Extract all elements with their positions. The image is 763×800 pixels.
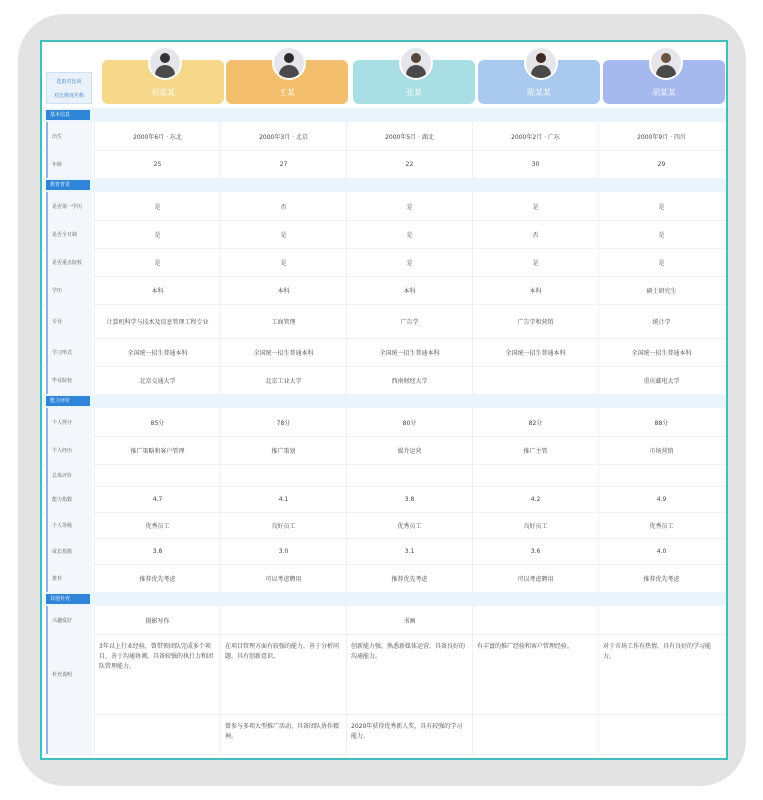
- table-cell: 85分: [94, 408, 220, 436]
- table-cell: 3.8: [94, 538, 220, 564]
- table-cell: 广告学和营销: [472, 304, 598, 338]
- table-cell: 是: [472, 192, 598, 220]
- table-cell: 25: [94, 150, 220, 178]
- table-cell: 可以考虑聘用: [220, 564, 346, 592]
- avatar: [649, 46, 683, 80]
- table-cell: 在项目管理方面有较强的能力，善于分析问题，具有创新意识。: [220, 634, 346, 714]
- row-label: 是否第一学历: [46, 192, 92, 220]
- row-label: 是否重点院校: [46, 248, 92, 276]
- candidate-card[interactable]: [102, 60, 224, 104]
- table-row: [42, 436, 728, 465]
- table-cell: [94, 714, 220, 754]
- row-label: 推荐: [46, 564, 92, 592]
- table-cell: 媒介运营: [346, 436, 472, 464]
- table-cell: [472, 606, 598, 634]
- table-cell: 推荐优先考虑: [94, 564, 220, 592]
- row-label: 兴趣爱好: [46, 606, 92, 634]
- candidate-name: 刘某某: [151, 88, 175, 97]
- table-cell: 3.6: [472, 538, 598, 564]
- row-label: 学历: [46, 276, 92, 304]
- table-cell: 书画: [346, 606, 472, 634]
- candidate-name: 王某: [279, 88, 295, 97]
- table-cell: 是: [220, 248, 346, 276]
- row-label: 毕业院校: [46, 366, 92, 394]
- table-row: [42, 464, 728, 487]
- table-cell: 全国统一招生普通本科: [346, 338, 472, 366]
- table-cell: 推广策划: [220, 436, 346, 464]
- table-cell: 3年以上行业经验，曾带领团队完成多个项目，善于沟通协调，具备较强的执行力和团队管理能力。: [94, 634, 220, 714]
- avatar: [524, 46, 558, 80]
- table-cell: 3.1: [346, 538, 472, 564]
- row-label: 年龄: [46, 150, 92, 178]
- table-cell: 本科: [94, 276, 220, 304]
- table-row: [42, 512, 728, 539]
- table-row: [42, 220, 728, 249]
- row-label: 个人等级: [46, 512, 92, 538]
- candidate-card[interactable]: [478, 60, 600, 104]
- table-row: [42, 122, 728, 151]
- table-cell: 22: [346, 150, 472, 178]
- table-cell: 是: [472, 248, 598, 276]
- table-cell: [472, 714, 598, 754]
- table-cell: 有丰富的推广经验和客户管理经验。: [472, 634, 598, 714]
- avatar: [272, 46, 306, 80]
- table-cell: 是: [346, 220, 472, 248]
- table-cell: [472, 464, 598, 486]
- table-cell: [598, 606, 724, 634]
- corner-label: [46, 72, 92, 104]
- table-cell: 创新能力强，熟悉新媒体运营，具备良好的沟通能力。: [346, 634, 472, 714]
- row-label: 是否全日制: [46, 220, 92, 248]
- table-cell: 是: [598, 248, 724, 276]
- row-label: 总体评价: [46, 464, 92, 486]
- table-cell: 工商管理: [220, 304, 346, 338]
- section-toggle[interactable]: 其他补充: [46, 594, 90, 604]
- table-row: [42, 304, 728, 339]
- table-cell: 摄影写作: [94, 606, 220, 634]
- row-label: 补充说明: [46, 634, 92, 714]
- table-cell: 27: [220, 150, 346, 178]
- row-label: 个人得分: [46, 408, 92, 436]
- section-toggle[interactable]: 基本信息: [46, 110, 90, 120]
- table-cell: 88分: [598, 408, 724, 436]
- table-cell: 29: [598, 150, 724, 178]
- table-cell: 是: [94, 248, 220, 276]
- row-label: [46, 714, 92, 754]
- row-label: 专业: [46, 304, 92, 338]
- table-cell: 可以考虑聘用: [472, 564, 598, 592]
- comparison-screen: [40, 40, 728, 760]
- table-row: [42, 408, 728, 437]
- table-cell: 广告学: [346, 304, 472, 338]
- table-cell: 推广主管: [472, 436, 598, 464]
- row-label: 学习形式: [46, 338, 92, 366]
- table-cell: 是: [598, 220, 724, 248]
- table-row: [42, 192, 728, 221]
- table-cell: 是: [598, 192, 724, 220]
- section-toggle[interactable]: 教育背景: [46, 180, 90, 190]
- table-cell: 北京交通大学: [94, 366, 220, 394]
- candidate-name: 张某: [406, 88, 422, 97]
- table-row: [42, 606, 728, 635]
- table-cell: [598, 714, 724, 754]
- table-cell: 重庆邮电大学: [598, 366, 724, 394]
- table-cell: [598, 464, 724, 486]
- candidate-card[interactable]: [226, 60, 348, 104]
- candidate-card[interactable]: [603, 60, 725, 104]
- table-row: [42, 634, 728, 715]
- corner-label-line1: 选取对比项: [56, 79, 82, 85]
- table-cell: 是: [346, 192, 472, 220]
- table-cell: [220, 606, 346, 634]
- table-row: [42, 338, 728, 367]
- table-cell: 推广策略和客户管理: [94, 436, 220, 464]
- table-cell: 4.9: [598, 486, 724, 512]
- section-education: [42, 178, 728, 192]
- table-cell: [472, 366, 598, 394]
- row-label: 能力指数: [46, 486, 92, 512]
- row-label: 成长指数: [46, 538, 92, 564]
- table-cell: 是: [94, 220, 220, 248]
- avatar: [399, 46, 433, 80]
- table-cell: 是: [220, 220, 346, 248]
- table-cell: 市场营销: [598, 436, 724, 464]
- table-cell: [94, 464, 220, 486]
- row-label: 个人经历: [46, 436, 92, 464]
- table-row: [42, 486, 728, 513]
- table-cell: 优秀员工: [346, 512, 472, 538]
- candidate-name: 陈某某: [527, 88, 551, 97]
- table-cell: 2000年2月 · 广东: [472, 122, 598, 150]
- section-evaluation: [42, 394, 728, 408]
- section-extra: [42, 592, 728, 606]
- table-cell: 优秀员工: [598, 512, 724, 538]
- table-cell: 曾参与多项大型推广活动，具备团队协作精神。: [220, 714, 346, 754]
- avatar: [148, 46, 182, 80]
- table-row: [42, 538, 728, 565]
- table-cell: 4.0: [598, 538, 724, 564]
- table-cell: 2000年5月 · 湖北: [346, 122, 472, 150]
- table-cell: 是: [346, 248, 472, 276]
- table-cell: 4.1: [220, 486, 346, 512]
- table-cell: 2000年9月 · 四川: [598, 122, 724, 150]
- table-cell: 4.7: [94, 486, 220, 512]
- table-cell: 推荐优先考虑: [346, 564, 472, 592]
- table-row: [42, 714, 728, 755]
- table-cell: 良好员工: [220, 512, 346, 538]
- table-cell: 推荐优先考虑: [598, 564, 724, 592]
- table-cell: [346, 464, 472, 486]
- table-cell: 良好员工: [472, 512, 598, 538]
- table-row: [42, 150, 728, 179]
- table-cell: 否: [472, 220, 598, 248]
- table-cell: 2020年获得优秀新人奖，具有较强的学习能力。: [346, 714, 472, 754]
- table-cell: 2000年6月 · 东北: [94, 122, 220, 150]
- table-cell: 30: [472, 150, 598, 178]
- table-cell: 3.8: [346, 486, 472, 512]
- candidate-cards: [94, 42, 728, 104]
- table-cell: [220, 464, 346, 486]
- table-cell: 统计学: [598, 304, 724, 338]
- table-cell: 对于市场工作有热情，具有良好的学习能力。: [598, 634, 724, 714]
- table-cell: 4.2: [472, 486, 598, 512]
- table-cell: 80分: [346, 408, 472, 436]
- row-label: 出生: [46, 122, 92, 150]
- table-cell: 82分: [472, 408, 598, 436]
- table-cell: 优秀员工: [94, 512, 220, 538]
- table-cell: 全国统一招生普通本科: [472, 338, 598, 366]
- table-cell: 2000年3月 · 北京: [220, 122, 346, 150]
- table-cell: 是: [94, 192, 220, 220]
- table-cell: 本科: [472, 276, 598, 304]
- candidate-name: 胡某某: [652, 88, 676, 97]
- corner-label-line2: 对比维度名称: [53, 93, 84, 99]
- candidate-card[interactable]: [353, 60, 475, 104]
- section-toggle[interactable]: 能力评价: [46, 396, 90, 406]
- table-row: [42, 366, 728, 395]
- section-basic: [42, 108, 728, 122]
- table-cell: 全国统一招生普通本科: [598, 338, 724, 366]
- table-cell: 全国统一招生普通本科: [94, 338, 220, 366]
- table-cell: 全国统一招生普通本科: [220, 338, 346, 366]
- table-cell: 北京工业大学: [220, 366, 346, 394]
- table-cell: 3.0: [220, 538, 346, 564]
- table-row: [42, 276, 728, 305]
- table-cell: 本科: [346, 276, 472, 304]
- table-cell: 否: [220, 192, 346, 220]
- table-cell: 本科: [220, 276, 346, 304]
- table-row: [42, 564, 728, 593]
- table-cell: 西南财经大学: [346, 366, 472, 394]
- table-cell: 计算机科学与技术及信息管理工程专业: [94, 304, 220, 338]
- table-row: [42, 248, 728, 277]
- table-cell: 78分: [220, 408, 346, 436]
- table-cell: 硕士研究生: [598, 276, 724, 304]
